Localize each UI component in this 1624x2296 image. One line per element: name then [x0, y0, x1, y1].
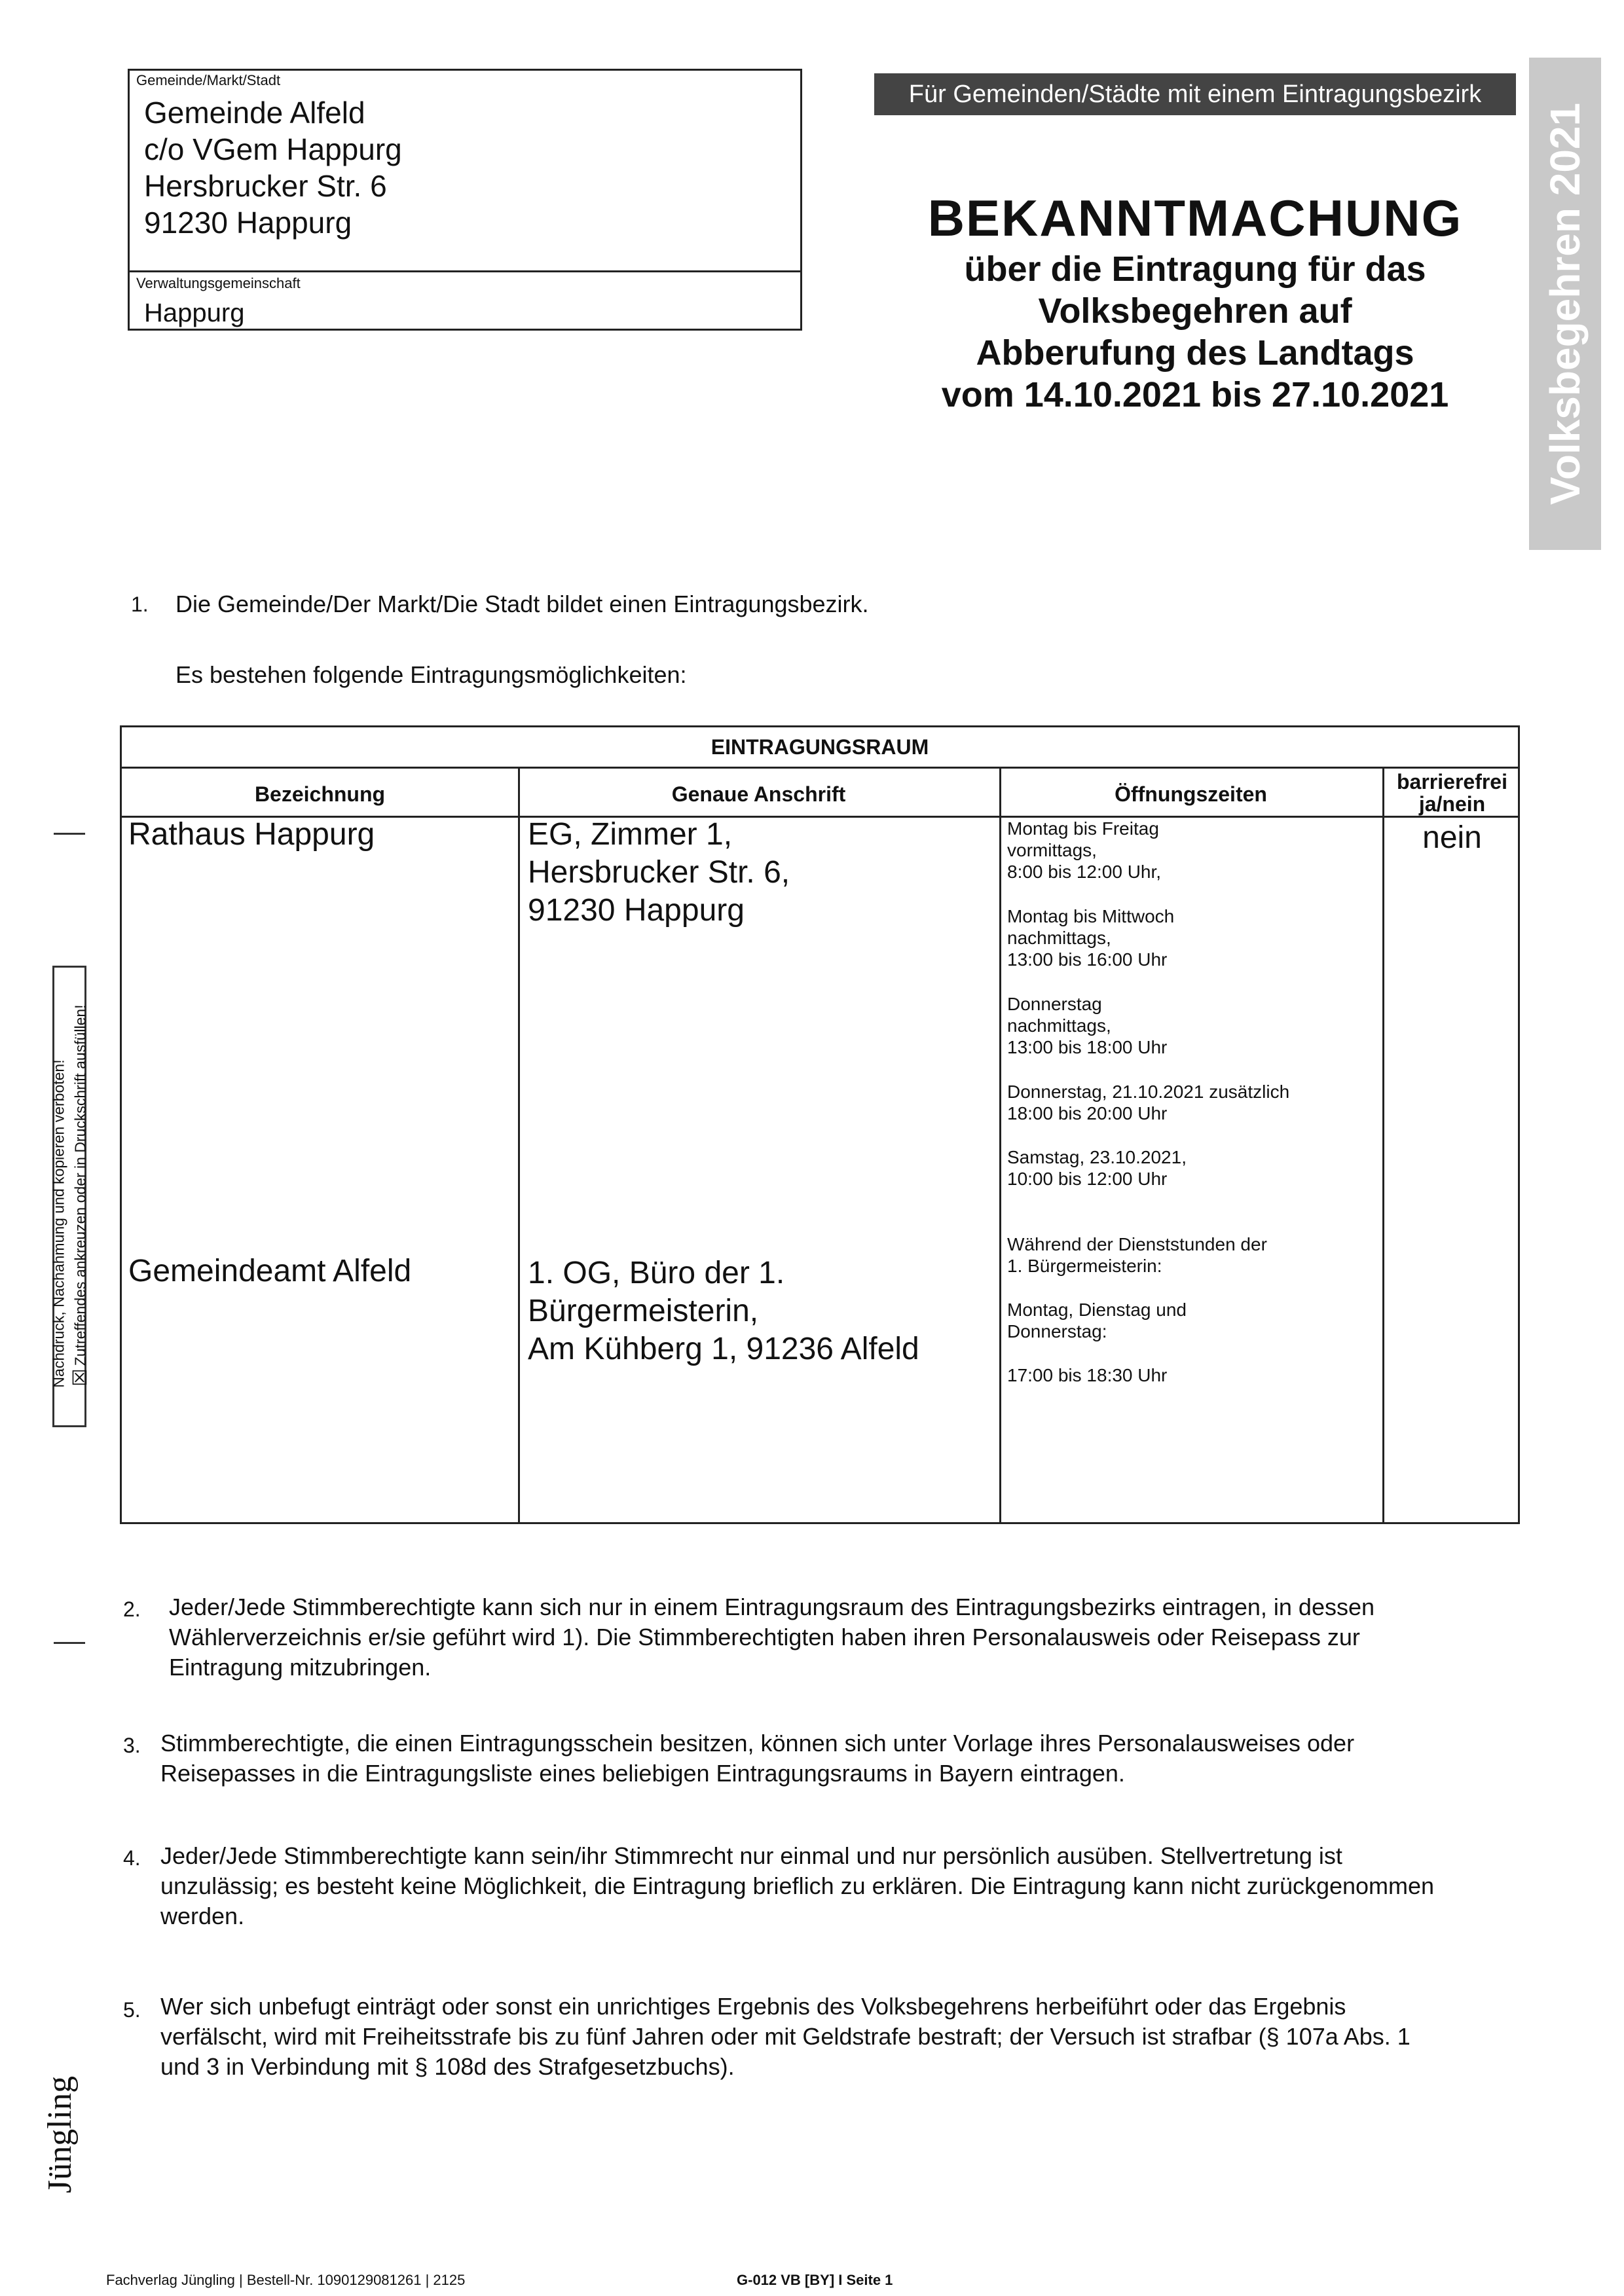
- fold-mark: [54, 1642, 85, 1644]
- opening-hours-block: [1007, 1364, 1167, 1386]
- hours-line: nachmittags,: [1007, 928, 1111, 948]
- document-title: [851, 189, 1539, 416]
- hours-line: Donnerstag: [1007, 994, 1102, 1014]
- col-header: Bezeichnung: [254, 782, 386, 806]
- address-line: Hersbrucker Str. 6,: [528, 855, 790, 890]
- room-address: [528, 816, 790, 930]
- paragraph-number: 3.: [123, 1734, 141, 1757]
- address-line: Bürgermeisterin,: [528, 1294, 759, 1328]
- hours-line: 1. Bürgermeisterin:: [1007, 1256, 1162, 1276]
- table-col-rule: [518, 767, 520, 1522]
- scope-banner: Für Gemeinden/Städte mit einem Eintragungsbezirk: [874, 73, 1516, 115]
- address-line: 1. OG, Büro der 1.: [528, 1256, 785, 1290]
- paragraph-line: und 3 in Verbindung mit § 108d des Strafgesetzbuchs).: [160, 2053, 735, 2080]
- title-line: Volksbegehren auf: [1038, 291, 1352, 331]
- address-line: c/o VGem Happurg: [144, 132, 402, 166]
- opening-hours-block: [1007, 905, 1174, 970]
- hours-line: nachmittags,: [1007, 1015, 1111, 1036]
- address-line: 91230 Happurg: [528, 893, 745, 928]
- publisher-logo: Jüngling: [41, 2075, 79, 2193]
- vg-name: Happurg: [144, 299, 245, 327]
- hours-line: vormittags,: [1007, 840, 1097, 860]
- hours-line: Montag, Dienstag und: [1007, 1300, 1187, 1320]
- side-tab-text: Volksbegehren 2021: [1541, 102, 1589, 505]
- divider: [130, 270, 800, 272]
- hours-line: 8:00 bis 12:00 Uhr,: [1007, 862, 1162, 882]
- municipality-address: [144, 94, 402, 241]
- hours-line: Samstag, 23.10.2021,: [1007, 1147, 1187, 1167]
- paragraph-line: unzulässig; es besteht keine Möglichkeit, die Eintragung brieflich zu erklären. Die Eintragung kann nicht zurückgenommen: [160, 1872, 1435, 1899]
- col-header: Öffnungszeiten: [1115, 782, 1267, 806]
- address-line: EG, Zimmer 1,: [528, 817, 733, 852]
- margin-note-line: Nachdruck, Nachahmung und kopieren verboten!: [50, 1059, 67, 1388]
- margin-note-line: [69, 1004, 91, 1390]
- municipality-box: [128, 69, 802, 331]
- opening-hours-block: [1007, 1146, 1187, 1190]
- paragraph-number: 4.: [123, 1846, 141, 1870]
- hours-line: Montag bis Freitag: [1007, 818, 1159, 839]
- eintragungsraum-table: [120, 725, 1520, 1524]
- title-main: BEKANNTMACHUNG: [927, 189, 1463, 247]
- fold-mark: [54, 833, 85, 835]
- opening-hours-block: [1007, 1081, 1289, 1124]
- opening-hours-block: [1007, 993, 1167, 1058]
- paragraph-line: Jeder/Jede Stimmberechtigte kann sein/ihr Stimmrecht nur einmal und nur persönlich ausüben. Stellvertretung ist: [160, 1842, 1342, 1869]
- paragraph: [160, 1992, 1522, 2082]
- address-line: Am Kühberg 1, 91236 Alfeld: [528, 1332, 919, 1366]
- address-line: Hersbrucker Str. 6: [144, 169, 387, 203]
- title-line: vom 14.10.2021 bis 27.10.2021: [941, 375, 1449, 414]
- paragraph-line: Reisepasses in die Eintragungsliste eines beliebigen Eintragungsraums in Bayern eintragen.: [160, 1760, 1125, 1787]
- address-line: Gemeinde Alfeld: [144, 96, 365, 130]
- title-line: über die Eintragung für das: [964, 249, 1426, 289]
- paragraph-line: Jeder/Jede Stimmberechtigte kann sich nur in einem Eintragungsraum des Eintragungsbezirks eintragen, in dessen: [169, 1594, 1375, 1620]
- paragraph-line: Stimmberechtigte, die einen Eintragungsschein besitzen, können sich unter Vorlage ihres Personalausweises oder: [160, 1730, 1355, 1757]
- paragraph: [160, 1728, 1522, 1789]
- margin-note-text: Zutreffendes ankreuzen oder in Druckschrift ausfüllen!: [71, 1004, 89, 1366]
- municipality-label: Gemeinde/Markt/Stadt: [136, 72, 281, 88]
- paragraph-line: Wer sich unbefugt einträgt oder sonst ein unrichtiges Ergebnis des Volksbegehrens herbeiführt oder das Ergebnis: [160, 1993, 1346, 2020]
- margin-note: [48, 1004, 91, 1390]
- vg-label: Verwaltungsgemeinschaft: [136, 275, 301, 291]
- barrierefree-value: nein: [1422, 820, 1482, 855]
- paragraph-line: Wählerverzeichnis er/sie geführt wird 1). Die Stimmberechtigten haben ihren Personalausweis oder Reisepass zur: [169, 1624, 1360, 1650]
- table-col-rule: [999, 767, 1001, 1522]
- hours-line: 13:00 bis 18:00 Uhr: [1007, 1037, 1168, 1057]
- room-address: [528, 1254, 919, 1368]
- paragraph-number: 2.: [123, 1597, 141, 1621]
- side-tab: [1529, 58, 1601, 550]
- section1-intro: Es bestehen folgende Eintragungsmöglichkeiten:: [175, 661, 687, 688]
- hours-line: Während der Dienststunden der: [1007, 1234, 1267, 1254]
- footer-right: G-012 VB [BY] I Seite 1: [737, 2272, 893, 2288]
- room-name: Rathaus Happurg: [128, 817, 375, 852]
- paragraph-line: werden.: [160, 1903, 245, 1929]
- hours-line: 10:00 bis 12:00 Uhr: [1007, 1169, 1168, 1189]
- paragraph-line: Eintragung mitzubringen.: [169, 1654, 432, 1681]
- opening-hours-block: [1007, 1299, 1187, 1342]
- paragraph-line: verfälscht, wird mit Freiheitsstrafe bis zu fünf Jahren oder mit Geldstrafe bestraft; der Versuch ist strafbar (§ 107a Abs. 1: [160, 2023, 1411, 2050]
- opening-hours-block: [1007, 1233, 1267, 1277]
- section1-text: Die Gemeinde/Der Markt/Die Stadt bildet einen Eintragungsbezirk.: [175, 591, 869, 617]
- room-name: Gemeindeamt Alfeld: [128, 1254, 412, 1288]
- title-line: Abberufung des Landtags: [976, 333, 1414, 373]
- hours-line: Montag bis Mittwoch: [1007, 906, 1175, 926]
- table-col-rule: [1382, 767, 1384, 1522]
- paragraph-number: 5.: [123, 1998, 141, 2022]
- col-header: barrierefrei ja/nein: [1397, 770, 1507, 816]
- table-rule: [122, 767, 1518, 769]
- checkbox-icon: ☒: [71, 1368, 88, 1390]
- table-title: EINTRAGUNGSRAUM: [710, 735, 929, 759]
- hours-line: Donnerstag, 21.10.2021 zusätzlich: [1007, 1082, 1290, 1102]
- hours-line: Donnerstag:: [1007, 1321, 1107, 1341]
- paragraph: [160, 1841, 1522, 1931]
- opening-hours-block: [1007, 818, 1161, 883]
- hours-line: 13:00 bis 16:00 Uhr: [1007, 949, 1168, 970]
- address-line: 91230 Happurg: [144, 206, 352, 240]
- paragraph: [169, 1592, 1524, 1683]
- section-number: 1.: [131, 592, 149, 616]
- hours-line: 18:00 bis 20:00 Uhr: [1007, 1103, 1168, 1123]
- col-header: Genaue Anschrift: [671, 782, 846, 806]
- footer-left: Fachverlag Jüngling | Bestell-Nr. 1090129081261 | 2125: [106, 2272, 466, 2288]
- hours-line: 17:00 bis 18:30 Uhr: [1007, 1365, 1168, 1385]
